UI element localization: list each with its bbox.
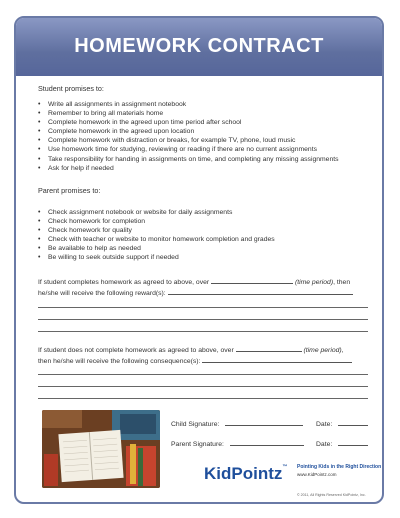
reward-field-line-3[interactable]: [38, 319, 368, 320]
consequence-text-second-line: then he/she will receive the following consequence(s):: [38, 357, 201, 365]
student-promise-item: • Take responsibility for handing in assignments on time, and completing any missing assignments: [38, 155, 368, 164]
tagline: Pointing Kids in the Right Direction: [297, 464, 382, 470]
reward-field-line-2[interactable]: [38, 307, 368, 308]
consequence-time-period-label: (time period): [303, 347, 342, 354]
page-title: HOMEWORK CONTRACT: [74, 35, 324, 57]
student-promises-list: [38, 100, 368, 173]
consequence-field-line-2[interactable]: [38, 374, 368, 375]
parent-promise-item: • Be available to help as needed: [38, 244, 368, 253]
consequence-field-line-1[interactable]: [202, 356, 352, 363]
kidpointz-logo: KidPointz™: [204, 464, 288, 483]
reward-text-second-line: he/she will receive the following reward(s):: [38, 289, 166, 297]
consequence-field-line-3[interactable]: [38, 386, 368, 387]
child-signature-field[interactable]: [225, 419, 303, 426]
reward-paragraph: [38, 277, 368, 298]
notebook-photo: [42, 410, 160, 488]
child-date-label: Date:: [316, 421, 333, 428]
logo-text: KidPointz: [204, 464, 283, 483]
student-promise-item: • Ask for help if needed: [38, 164, 368, 173]
reward-time-period-label: (time period): [294, 279, 334, 286]
parent-signature-row: [171, 439, 304, 448]
parent-promise-item: • Be willing to seek outside support if needed: [38, 253, 368, 262]
student-promise-item: • Remember to bring all materials home: [38, 109, 368, 118]
student-promise-item: • Complete homework in the agreed upon location: [38, 127, 368, 136]
reward-field-line-4[interactable]: [38, 331, 368, 332]
parent-date-label: Date:: [316, 441, 333, 448]
parent-signature-field[interactable]: [230, 439, 304, 446]
consequence-text-end: ,: [341, 347, 344, 354]
title-banner: [16, 18, 382, 76]
parent-promise-item: • Check homework for completion: [38, 217, 368, 226]
student-promise-item: • Write all assignments in assignment notebook: [38, 100, 368, 109]
parent-promises-list: [38, 208, 368, 263]
parent-promise-item: • Check with teacher or website to monitor homework completion and grades: [38, 235, 368, 244]
student-heading: Student promises to:: [38, 84, 104, 93]
student-promise-item: • Complete homework with distraction or breaks, for example TV, phone, loud music: [38, 136, 368, 145]
parent-date-row: [316, 439, 368, 448]
contract-sheet: [14, 16, 384, 504]
consequence-field-line-4[interactable]: [38, 398, 368, 399]
website-link[interactable]: www.KidPointz.com: [297, 472, 337, 477]
parent-signature-label: Parent Signature:: [171, 441, 224, 448]
child-signature-label: Child Signature:: [171, 421, 220, 428]
child-date-row: [316, 419, 368, 428]
consequence-paragraph: [38, 345, 368, 366]
reward-text-end: , then: [333, 279, 351, 286]
reward-field-line-1[interactable]: [168, 288, 353, 295]
parent-date-field[interactable]: [338, 439, 368, 446]
child-signature-row: [171, 419, 303, 428]
reward-text-start: If student completes homework as agreed to above, over: [38, 279, 210, 286]
student-promise-item: • Use homework time for studying, reviewing or reading if there are no current assignments: [38, 145, 368, 154]
child-date-field[interactable]: [338, 419, 368, 426]
copyright-notice: © 2011, All Rights Reserved KidPointz, Inc.: [297, 493, 366, 497]
parent-promise-item: • Check homework for quality: [38, 226, 368, 235]
consequence-time-period-field[interactable]: [236, 345, 302, 352]
student-promise-item: • Complete homework in the agreed upon time period after school: [38, 118, 368, 127]
consequence-text-start: If student does not complete homework as agreed to above, over: [38, 347, 234, 354]
parent-promise-item: • Check assignment notebook or website for daily assignments: [38, 208, 368, 217]
reward-time-period-field[interactable]: [211, 277, 293, 284]
parent-heading: Parent promises to:: [38, 186, 101, 195]
